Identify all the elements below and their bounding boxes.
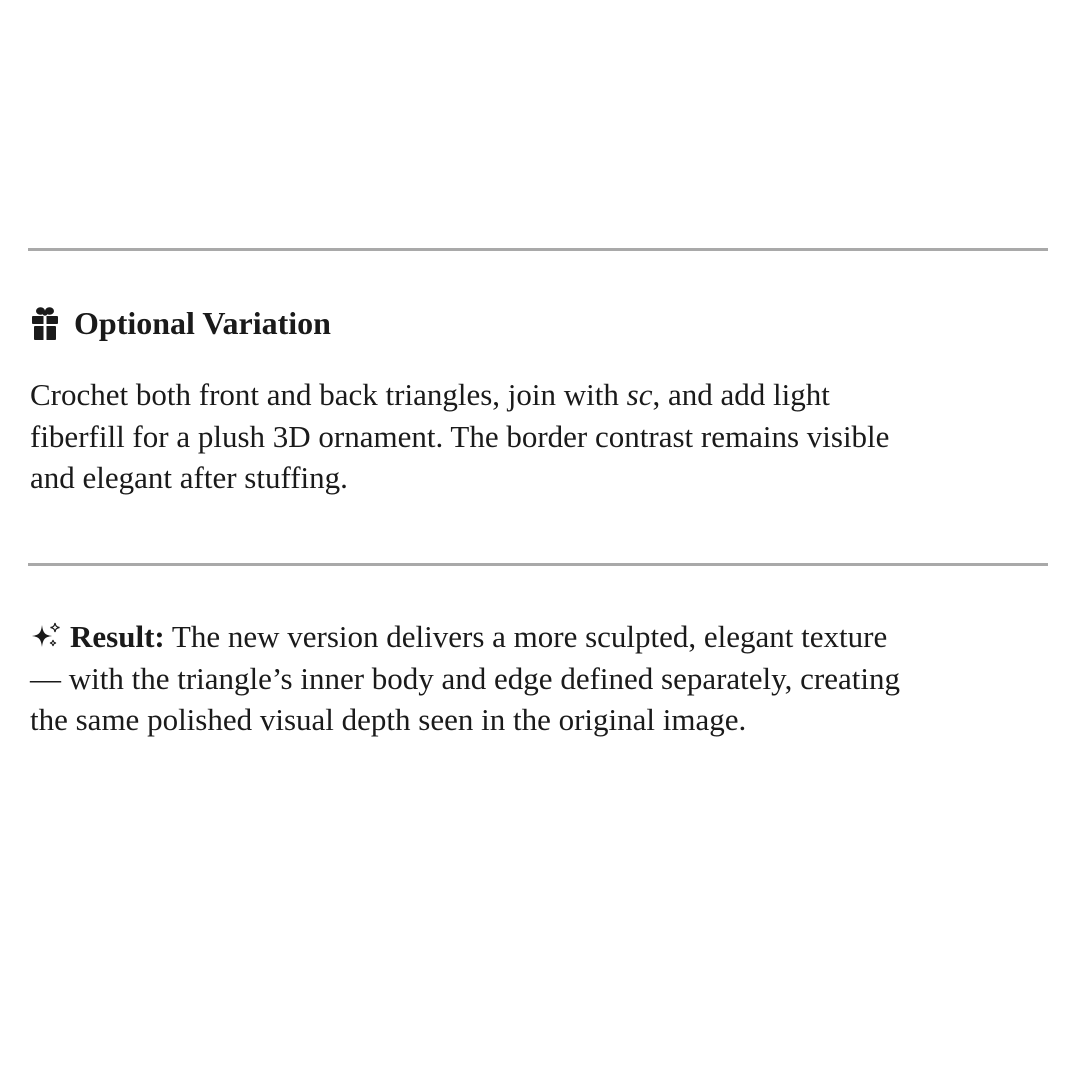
result-label: Result: <box>70 619 165 654</box>
result-paragraph <box>30 616 900 741</box>
sparkles-icon <box>30 621 64 651</box>
divider-top <box>28 248 1048 251</box>
result-line-2: — with the triangle’s inner body and edge defined separately, creating <box>30 660 900 696</box>
variation-line-3: and elegant after stuffing. <box>30 460 348 495</box>
variation-line-1 <box>30 374 889 416</box>
variation-line-1-end: , and add light <box>652 377 830 412</box>
result-line-3: the same polished visual depth seen in the original image. <box>30 702 747 737</box>
variation-line-1-start: Crochet both front and back triangles, join with <box>30 377 627 412</box>
section-heading <box>30 303 331 343</box>
divider-middle <box>28 563 1048 566</box>
gift-icon <box>30 305 60 341</box>
variation-paragraph <box>30 374 889 499</box>
stitch-abbreviation: sc <box>626 377 653 412</box>
result-line-1-text: The new version delivers a more sculpted, elegant texture <box>164 619 888 654</box>
section-heading-text: Optional Variation <box>74 305 331 341</box>
variation-line-2: fiberfill for a plush 3D ornament. The border contrast remains visible <box>30 418 890 454</box>
result-line-1 <box>30 616 900 658</box>
